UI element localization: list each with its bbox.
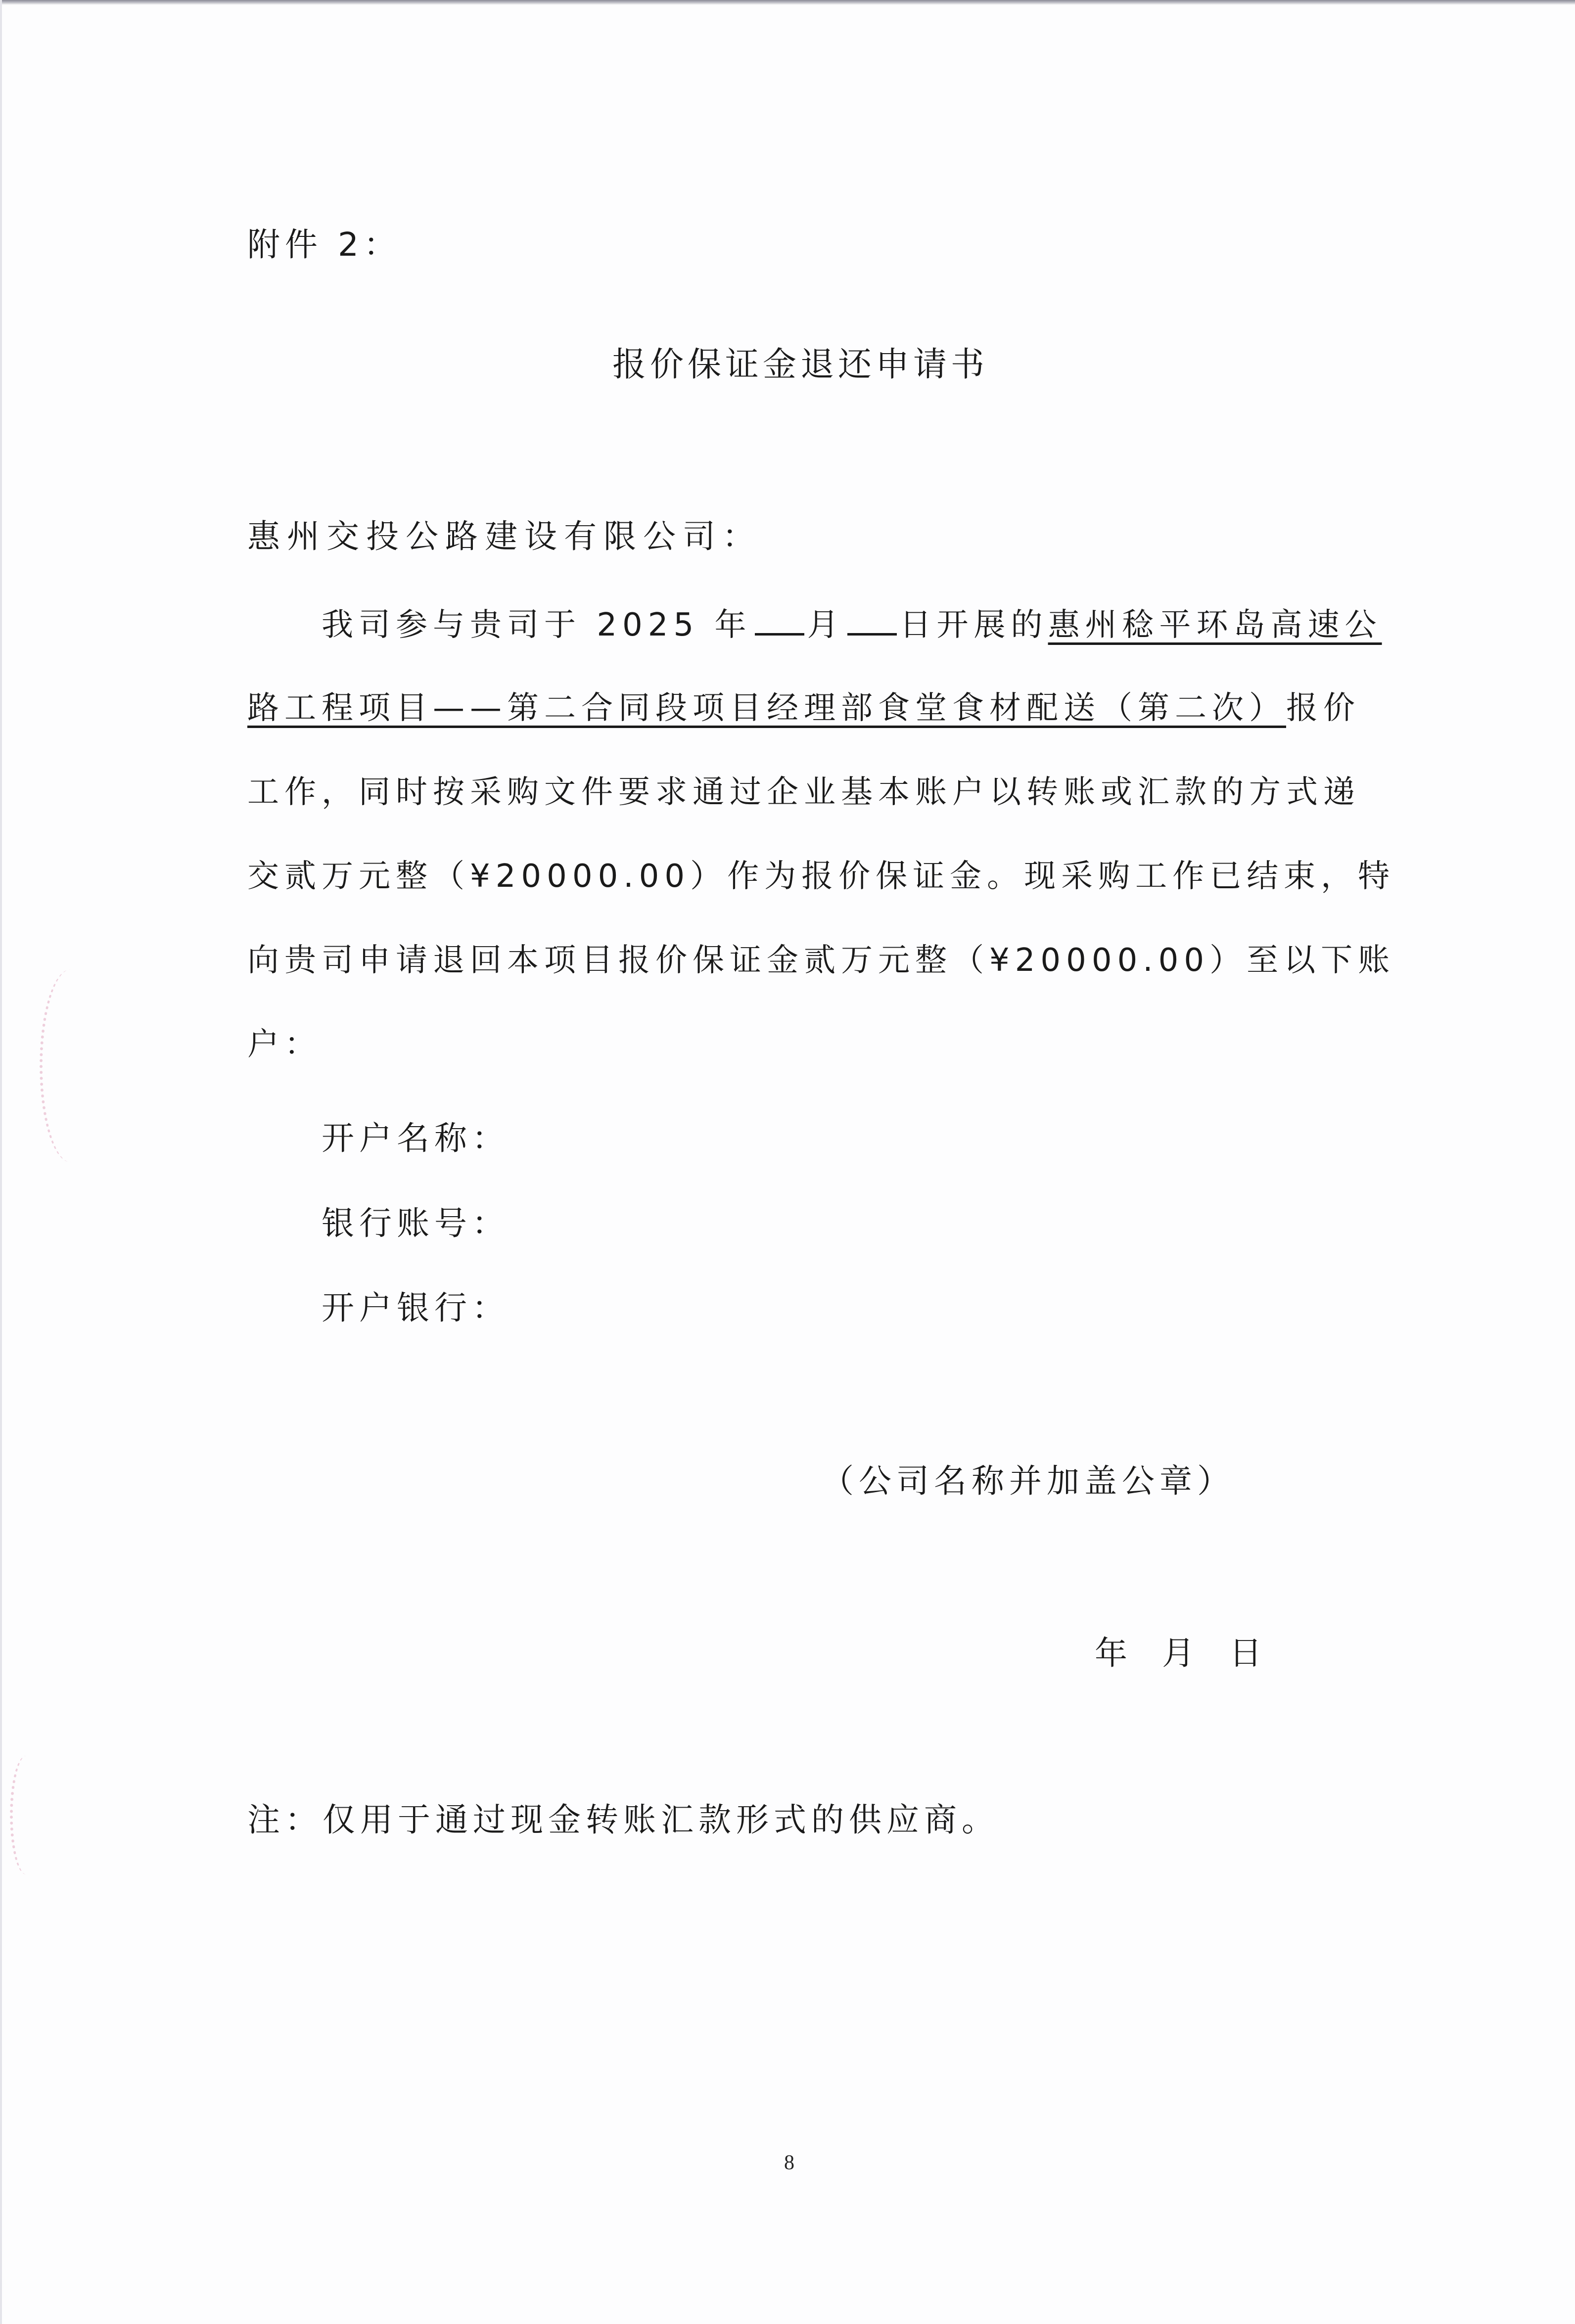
date-year: 年	[1095, 1634, 1127, 1672]
date-month: 月	[1162, 1634, 1195, 1672]
body-line-5: 向贵司申请退回本项目报价保证金贰万元整（¥20000.00）至以下账	[247, 942, 1395, 979]
day-blank[interactable]	[847, 604, 897, 636]
bank-name-field[interactable]	[322, 1288, 510, 1328]
body-line-6: 户：	[247, 1026, 322, 1063]
scan-top-edge	[0, 0, 1575, 5]
bank-account-field[interactable]	[322, 1204, 510, 1243]
document-title: 报价保证金退还申请书	[612, 345, 989, 384]
body-line-4: 交贰万元整（¥20000.00）作为报价保证金。现采购工作已结束，特	[247, 858, 1395, 895]
attachment-label: 附件 2：	[247, 226, 401, 264]
bank-name-label: 开户银行：	[322, 1289, 510, 1327]
addressee: 惠州交投公路建设有限公司：	[247, 517, 762, 555]
date-day: 日	[1229, 1634, 1262, 1672]
body-text: 月	[807, 607, 844, 643]
seal-bleed-mark	[40, 969, 102, 1162]
body-text: 报价	[1286, 690, 1360, 727]
seal-bleed-mark	[10, 1756, 43, 1874]
signature-date	[1095, 1634, 1297, 1673]
body-text: 我司参与贵司于 2025 年	[322, 607, 752, 643]
company-seal-label: （公司名称并加盖公章）	[821, 1462, 1235, 1500]
project-name-underlined: 惠州稔平环岛高速公	[1048, 607, 1382, 643]
footnote: 注：仅用于通过现金转账汇款形式的供应商。	[247, 1801, 999, 1839]
month-blank[interactable]	[755, 604, 804, 636]
account-name-field[interactable]	[322, 1119, 510, 1158]
bank-account-label: 银行账号：	[322, 1204, 510, 1242]
body-line-3: 工作，同时按采购文件要求通过企业基本账户以转账或汇款的方式递	[247, 774, 1360, 811]
account-name-label: 开户名称：	[322, 1119, 510, 1157]
scan-left-edge	[0, 0, 2, 2324]
body-line-2	[247, 688, 1360, 728]
project-name-underlined: 路工程项目——第二合同段项目经理部食堂食材配送（第二次）	[247, 690, 1286, 727]
body-line-1	[322, 604, 1382, 645]
body-text: 日开展的	[899, 607, 1048, 643]
page-number: 8	[784, 2151, 794, 2174]
